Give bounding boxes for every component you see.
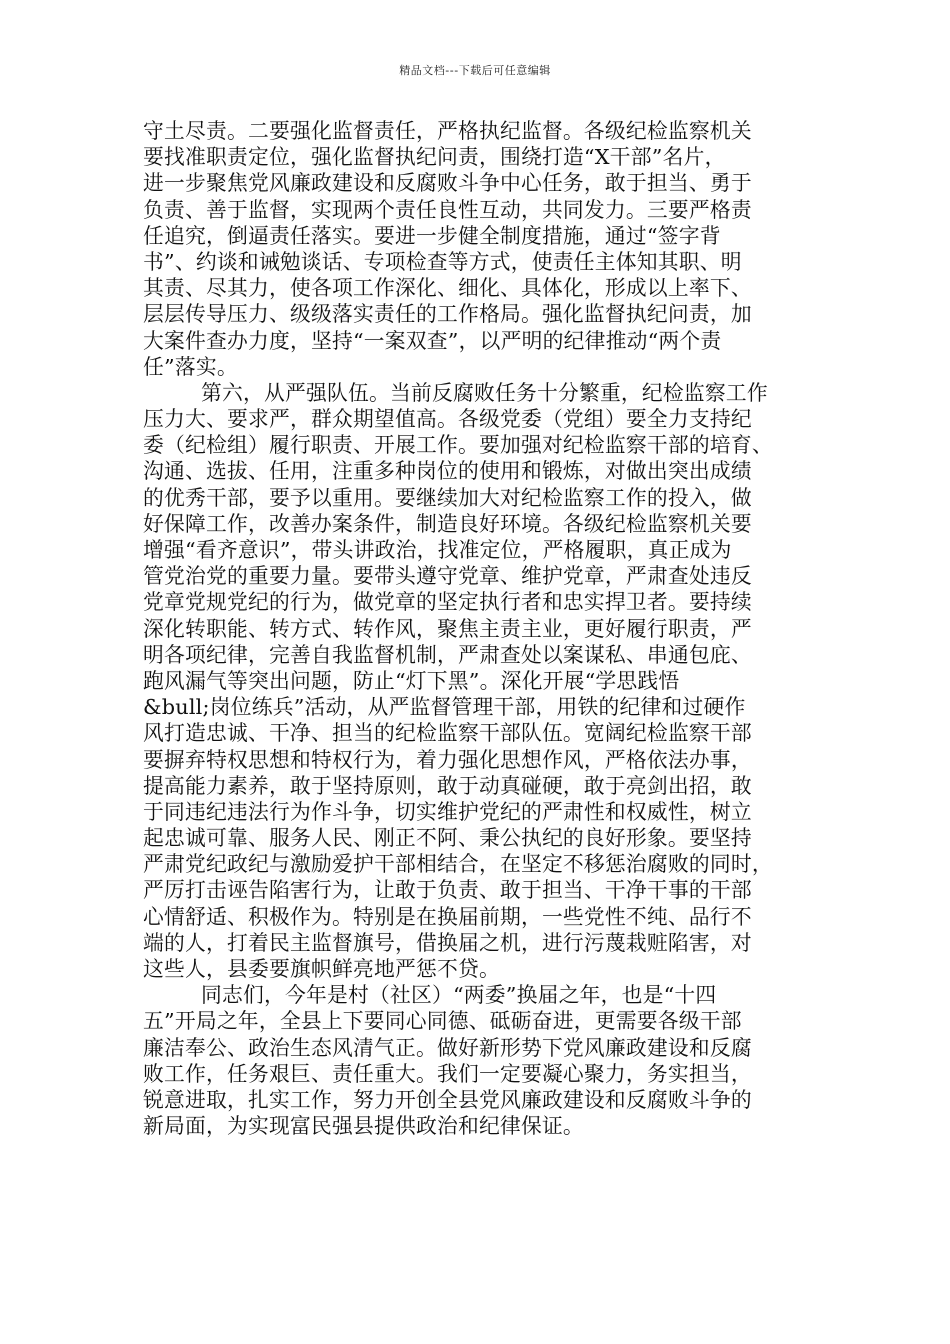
text-line: 起忠诚可靠、服务人民、刚正不阿、秉公执纪的良好形象。要坚持 xyxy=(143,826,752,851)
text-line: 大案件查办力度，坚持“一案双查”，以严明的纪律推动“两个责 xyxy=(143,328,722,353)
text-line: 进一步聚焦党风廉政建设和反腐败斗争中心任务，敢于担当、勇于 xyxy=(143,171,752,196)
text-line: 同志们，今年是村（社区）“两委”换届之年，也是“十四 xyxy=(201,983,717,1008)
text-line: 提高能力素养，敢于坚持原则，敢于动真碰硬，敢于亮剑出招，敢 xyxy=(143,773,752,798)
text-line: 负责、善于监督，实现两个责任良性互动，共同发力。三要严格责 xyxy=(143,197,752,222)
text-line: 锐意进取，扎实工作，努力开创全县党风廉政建设和反腐败斗争的 xyxy=(143,1087,752,1112)
text-line: 层层传导压力、级级落实责任的工作格局。强化监督执纪问责，加 xyxy=(143,302,752,327)
text-line: 跑风漏气等突出问题，防止“灯下黑”。深化开展“学思践悟 xyxy=(143,668,680,693)
text-line: 书”、约谈和诫勉谈话、专项检查等方式，使责任主体知其职、明 xyxy=(143,249,742,274)
text-line: 其责、尽其力，使各项工作深化、细化、具体化，形成以上率下、 xyxy=(143,276,752,301)
text-line: 好保障工作，改善办案条件，制造良好环境。各级纪检监察机关要 xyxy=(143,511,752,536)
text-line: 端的人，打着民主监督旗号，借换届之机，进行污蔑栽赃陷害，对 xyxy=(143,930,752,955)
text-line: 第六，从严强队伍。当前反腐败任务十分繁重，纪检监察工作 xyxy=(201,380,768,405)
text-line: 沟通、选拔、任用，注重多种岗位的使用和锻炼，对做出突出成绩 xyxy=(143,459,752,484)
text-line: 要找准职责定位，强化监督执纪问责，围绕打造“X干部”名片， xyxy=(143,145,726,170)
text-line: 管党治党的重要力量。要带头遵守党章、维护党章，严肃查处违反 xyxy=(143,564,752,589)
text-line: 明各项纪律，完善自我监督机制，严肃查处以案谋私、串通包庇、 xyxy=(143,642,752,667)
text-line: 严肃党纪政纪与激励爱护干部相结合，在坚定不移惩治腐败的同时， xyxy=(143,852,773,877)
text-line: 于同违纪违法行为作斗争，切实维护党纪的严肃性和权威性，树立 xyxy=(143,799,752,824)
text-line: 廉洁奉公、政治生态风清气正。做好新形势下党风廉政建设和反腐 xyxy=(143,1035,752,1060)
text-line: 心情舒适、积极作为。特别是在换届前期，一些党性不纯、品行不 xyxy=(143,904,752,929)
text-line: 党章党规党纪的行为，做党章的坚定执行者和忠实捍卫者。要持续 xyxy=(143,590,752,615)
text-line: 风打造忠诚、干净、担当的纪检监察干部队伍。宽阔纪检监察干部 xyxy=(143,721,752,746)
text-line: 严厉打击诬告陷害行为，让敢于负责、敢于担当、干净干事的干部 xyxy=(143,878,752,903)
text-line: &bull;岗位练兵”活动，从严监督管理干部，用铁的纪律和过硬作 xyxy=(143,695,746,720)
text-line: 败工作，任务艰巨、责任重大。我们一定要凝心聚力，务实担当， xyxy=(143,1061,752,1086)
text-line: 压力大、要求严，群众期望值高。各级党委（党组）要全力支持纪 xyxy=(143,407,752,432)
text-line: 委（纪检组）履行职责、开展工作。要加强对纪检监察干部的培育、 xyxy=(143,433,773,458)
text-line: 新局面，为实现富民强县提供政治和纪律保证。 xyxy=(143,1114,584,1139)
document-body xyxy=(143,118,823,1139)
text-line: 的优秀干部，要予以重用。要继续加大对纪检监察工作的投入，做 xyxy=(143,485,752,510)
text-line: 守土尽责。二要强化监督责任，严格执纪监督。各级纪检监察机关 xyxy=(143,119,752,143)
text-line: 这些人，县委要旗帜鲜亮地严惩不贷。 xyxy=(143,957,500,981)
text-line: 任”落实。 xyxy=(143,354,238,379)
text-line: 任追究，倒逼责任落实。要进一步健全制度措施，通过“签字背 xyxy=(143,223,721,248)
text-line: 深化转职能、转方式、转作风，聚焦主责主业，更好履行职责，严 xyxy=(143,616,752,641)
text-line: 增强“看齐意识”，带头讲政治，找准定位，严格履职，真正成为 xyxy=(143,538,732,562)
text-line: 五”开局之年，全县上下要同心同德、砥砺奋进，更需要各级干部 xyxy=(143,1009,742,1034)
text-line: 要摒弃特权思想和特权行为，着力强化思想作风，严格依法办事， xyxy=(143,747,752,772)
page-header: 精品文档---下载后可任意编辑 xyxy=(399,64,551,77)
